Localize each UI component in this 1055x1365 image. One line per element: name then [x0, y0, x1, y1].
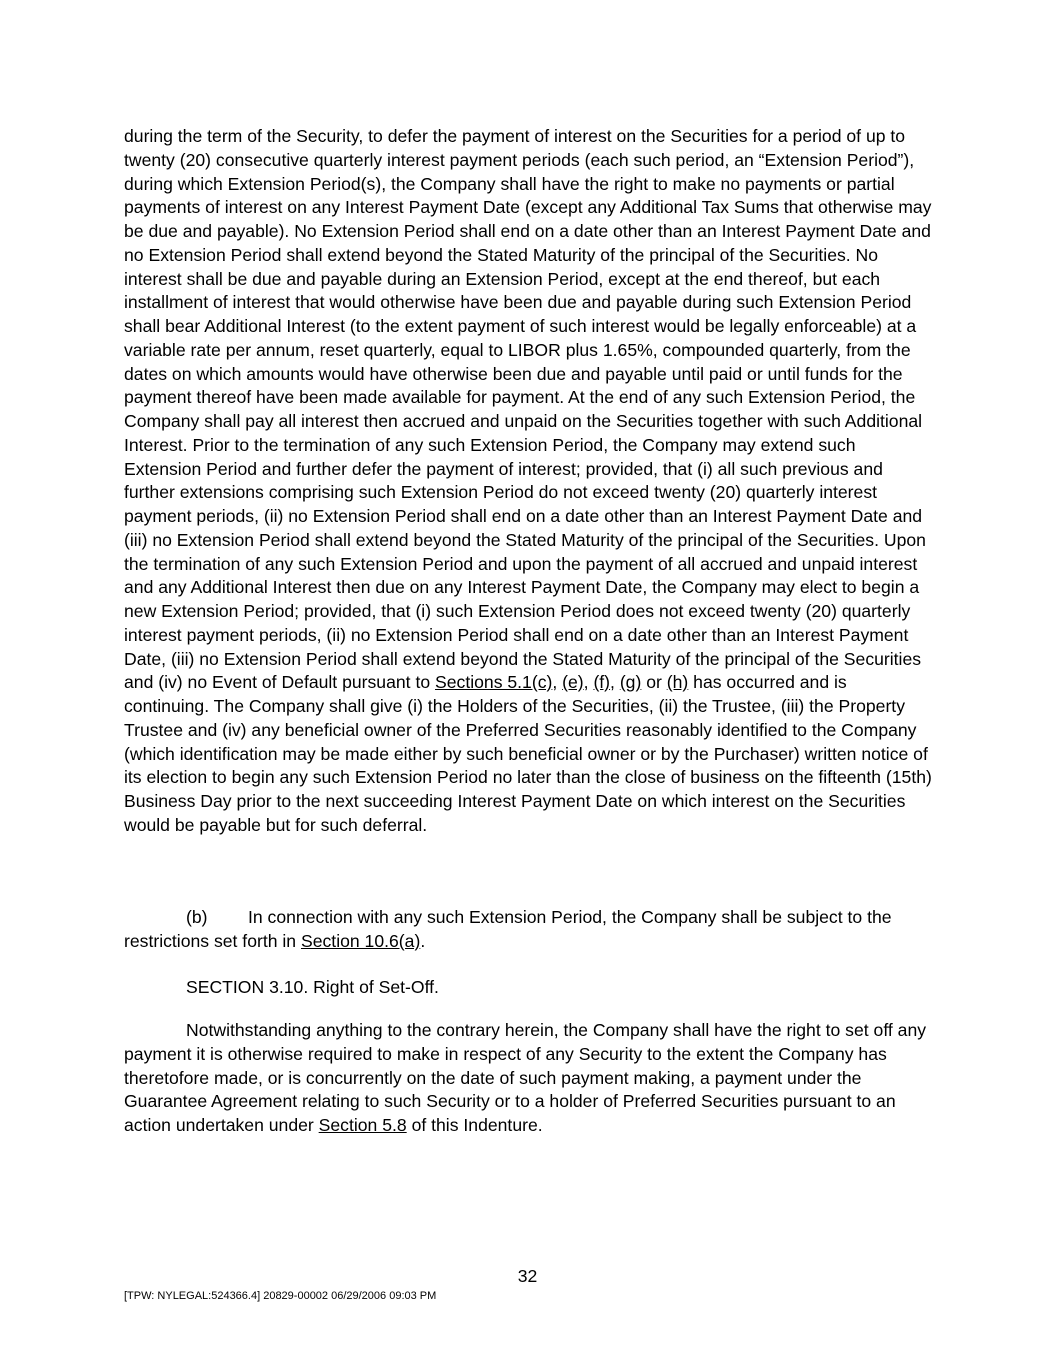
paragraph-text: Notwithstanding anything to the contrary herein, the Company shall have the right to set off any payment it is otherwise required to make in respect of any Security to the extent the Company has theretofore made, or is concurrently on the date of such payment making, a payment under the Guarantee Agreement relating to such Security or to a holder of Preferred Securities pursuant to an action undertaken under: [124, 1020, 927, 1135]
section-reference-10-6-a: Section 10.6(a): [300, 930, 421, 951]
paragraph-text: has occurred and is continuing. The Company shall give (i) the Holders of the Securities, (ii) the Trustee, (iii) the Property Trustee and (iv) any beneficial owner of the Preferred Securities reasonably identified to the Company (which identification may be made either by such beneficial owner or by the Purchaser) written notice of its election to begin any such Extension Period no later than the close of business on the fifteenth (15th) Business Day prior to the next succeeding Interest Payment Date on which interest on the Securities would be payable but for such deferral.: [124, 672, 932, 835]
section-reference-f: (f): [593, 672, 611, 693]
separator: ,: [552, 672, 563, 693]
set-off-paragraph: [124, 1019, 932, 1138]
document-footer: [TPW: NYLEGAL:524366.4] 20829-00002 06/29/2006 09:03 PM: [124, 1290, 437, 1302]
section-heading: [124, 976, 932, 1000]
paragraph-text: of this Indenture.: [406, 1115, 543, 1135]
punctuation: .: [420, 930, 426, 951]
section-reference-h: (h): [666, 672, 689, 693]
section-title: SECTION 3.10. Right of Set-Off.: [186, 977, 439, 997]
paragraph-text: In connection with any such Extension Period, the Company shall be subject to the restrictions set forth in: [124, 907, 892, 951]
separator: ,: [610, 672, 620, 693]
paragraph-text: during the term of the Security, to defer the payment of interest on the Securities for a period of up to twenty (20) consecutive quarterly interest payment periods (each such period, an “Extension Period”), during which Extension Period(s), the Company shall have the right to make no payments or partial payments of interest on any Interest Payment Date (except any Additional Tax Sums that otherwise may be due and payable). No Extension Period shall end on a date other than an Interest Payment Date and no Extension Period shall extend beyond the Stated Maturity of the principal of the Securities. No interest shall be due and payable during an Extension Period, except at the end thereof, but each installment of interest that would otherwise have been due and payable during such Extension Period shall bear Additional Interest (to the extent payment of such interest would be legally enforceable) at a variable rate per annum, reset quarterly, equal to LIBOR plus 1.65%, compounded quarterly, from the dates on which amounts would have otherwise been due and payable until paid or until funds for the payment thereof have been made available for payment. At the end of any such Extension Period, the Company shall pay all interest then accrued and unpaid on the Securities together with such Additional Interest. Prior to the termination of any such Extension Period, the Company may extend such Extension Period and further defer the payment of interest; provided, that (i) all such previous and further extensions comprising such Extension Period do not exceed twenty (20) quarterly interest payment periods, (ii) no Extension Period shall end on a date other than an Interest Payment Date and (iii) no Extension Period shall extend beyond the Stated Maturity of the principal of the Securities. Upon the termination of any such Extension Period and upon the payment of all accrued and unpaid interest and any Additional Interest then due on any Interest Payment Date, the Company may elect to begin a new Extension Period; provided, that (i) such Extension Period does not exceed twenty (20) quarterly interest payment periods, (ii) no Extension Period shall end on a date other than an Interest Payment Date, (iii) no Extension Period shall extend beyond the Stated Maturity of the principal of the Securities and (iv) no Event of Default pursuant to: [124, 126, 932, 693]
section-reference-e: (e): [562, 672, 584, 693]
page-number: 32: [517, 1266, 538, 1286]
section-reference-5-1-c: Sections 5.1(c): [435, 672, 553, 693]
separator: ,: [583, 672, 594, 693]
section-reference-g: (g): [619, 672, 642, 693]
section-reference-5-8: Section 5.8: [318, 1115, 407, 1135]
extension-period-paragraph: [124, 125, 932, 838]
separator: or: [641, 672, 667, 693]
subparagraph-b: [124, 906, 932, 954]
subparagraph-label: (b): [186, 907, 208, 927]
